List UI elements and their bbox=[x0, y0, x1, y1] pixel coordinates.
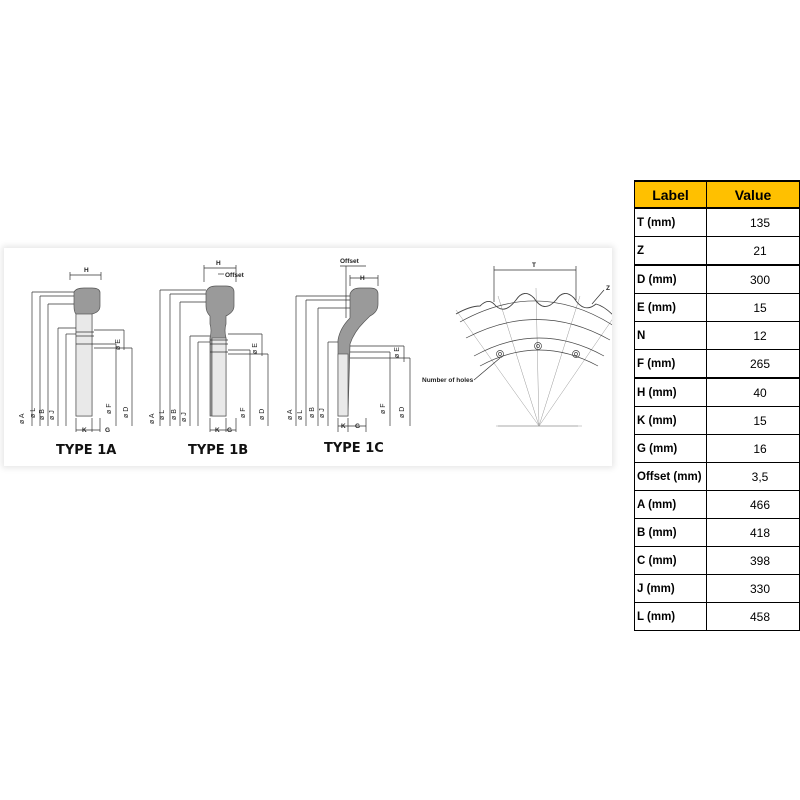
sprocket-z-label: Z bbox=[606, 285, 610, 292]
row-label: Z bbox=[635, 237, 707, 266]
type-1c-dim-e: ø E bbox=[394, 347, 401, 358]
table-row bbox=[635, 208, 800, 237]
type-1c-dim-b: ø B bbox=[309, 407, 316, 418]
row-value: 458 bbox=[707, 603, 800, 631]
type-1b-offset-label: Offset bbox=[225, 272, 244, 279]
row-value: 16 bbox=[707, 435, 800, 463]
row-label: G (mm) bbox=[635, 435, 707, 463]
row-label: C (mm) bbox=[635, 547, 707, 575]
row-label: L (mm) bbox=[635, 603, 707, 631]
type-1c-dim-k: K bbox=[341, 423, 346, 430]
type-1a-h-label: H bbox=[84, 267, 89, 274]
type-1b-dim-l: ø L bbox=[159, 409, 166, 420]
table-row bbox=[635, 575, 800, 603]
row-value: 418 bbox=[707, 519, 800, 547]
type-1c-dim-g: G bbox=[355, 423, 361, 430]
row-value: 330 bbox=[707, 575, 800, 603]
table-row bbox=[635, 491, 800, 519]
type-1a-title: TYPE 1A bbox=[56, 443, 117, 458]
table-row bbox=[635, 547, 800, 575]
sprocket-t-label: T bbox=[532, 262, 536, 269]
type-1c-dim-l: ø L bbox=[297, 409, 304, 420]
type-1a-dim-e: ø E bbox=[115, 339, 122, 350]
row-value: 15 bbox=[707, 294, 800, 322]
type-1b-dim-j: ø J bbox=[181, 412, 188, 422]
table-row bbox=[635, 322, 800, 350]
type-1c-dim-d: ø D bbox=[399, 406, 406, 418]
type-1c-h-label: H bbox=[360, 275, 365, 282]
type-1b-dim-g: G bbox=[227, 427, 233, 434]
type-1b-dim-f: ø F bbox=[240, 407, 247, 418]
header-label: Label bbox=[635, 181, 707, 208]
diagram-svg bbox=[4, 248, 612, 466]
type-1a-drawing bbox=[19, 267, 132, 458]
sprocket-holes-label: Number of holes bbox=[422, 377, 474, 384]
type-1b-dim-b: ø B bbox=[171, 409, 178, 420]
type-1c-title: TYPE 1C bbox=[324, 441, 384, 456]
table-row bbox=[635, 294, 800, 322]
type-1b-drawing bbox=[149, 260, 268, 458]
row-label: N bbox=[635, 322, 707, 350]
type-1b-dim-a: ø A bbox=[149, 413, 156, 424]
table-row bbox=[635, 407, 800, 435]
type-1c-dim-f: ø F bbox=[380, 403, 387, 414]
row-label: D (mm) bbox=[635, 265, 707, 294]
row-value: 12 bbox=[707, 322, 800, 350]
type-1b-title: TYPE 1B bbox=[188, 443, 249, 458]
row-label: J (mm) bbox=[635, 575, 707, 603]
row-value: 265 bbox=[707, 350, 800, 379]
type-1a-dim-g: G bbox=[105, 427, 111, 434]
row-label: T (mm) bbox=[635, 208, 707, 237]
row-label: K (mm) bbox=[635, 407, 707, 435]
row-label: A (mm) bbox=[635, 491, 707, 519]
type-1a-dim-a: ø A bbox=[19, 413, 26, 424]
type-1a-dim-k: K bbox=[82, 427, 87, 434]
table-row bbox=[635, 435, 800, 463]
type-1c-drawing bbox=[287, 258, 410, 456]
row-value: 40 bbox=[707, 378, 800, 407]
table-row bbox=[635, 350, 800, 379]
type-1b-dim-e: ø E bbox=[252, 343, 259, 354]
sprocket-drawing bbox=[422, 262, 612, 426]
row-label: E (mm) bbox=[635, 294, 707, 322]
row-label: H (mm) bbox=[635, 378, 707, 407]
type-1b-h-label: H bbox=[216, 260, 221, 267]
type-1a-dim-j: ø J bbox=[49, 410, 56, 420]
type-1c-dim-a: ø A bbox=[287, 409, 294, 420]
table-row bbox=[635, 603, 800, 631]
row-label: F (mm) bbox=[635, 350, 707, 379]
row-value: 135 bbox=[707, 208, 800, 237]
table-row bbox=[635, 378, 800, 407]
table-row bbox=[635, 463, 800, 491]
spec-table bbox=[634, 180, 800, 631]
row-value: 15 bbox=[707, 407, 800, 435]
table-row bbox=[635, 519, 800, 547]
table-row bbox=[635, 265, 800, 294]
row-value: 3,5 bbox=[707, 463, 800, 491]
type-1c-dim-j: ø J bbox=[319, 408, 326, 418]
type-1b-dim-d: ø D bbox=[259, 408, 266, 420]
type-1a-dim-d: ø D bbox=[123, 406, 130, 418]
type-1b-dim-k: K bbox=[215, 427, 220, 434]
row-label: B (mm) bbox=[635, 519, 707, 547]
type-1c-offset-label: Offset bbox=[340, 258, 359, 265]
diagram-panel bbox=[4, 248, 612, 466]
table-row bbox=[635, 237, 800, 266]
row-value: 398 bbox=[707, 547, 800, 575]
header-value: Value bbox=[707, 181, 800, 208]
type-1a-dim-l: ø L bbox=[30, 407, 37, 418]
row-value: 21 bbox=[707, 237, 800, 266]
row-value: 300 bbox=[707, 265, 800, 294]
row-value: 466 bbox=[707, 491, 800, 519]
row-label: Offset (mm) bbox=[635, 463, 707, 491]
type-1a-dim-f: ø F bbox=[106, 403, 113, 414]
type-1a-dim-b: ø B bbox=[39, 409, 46, 420]
table-header-row bbox=[635, 181, 800, 208]
